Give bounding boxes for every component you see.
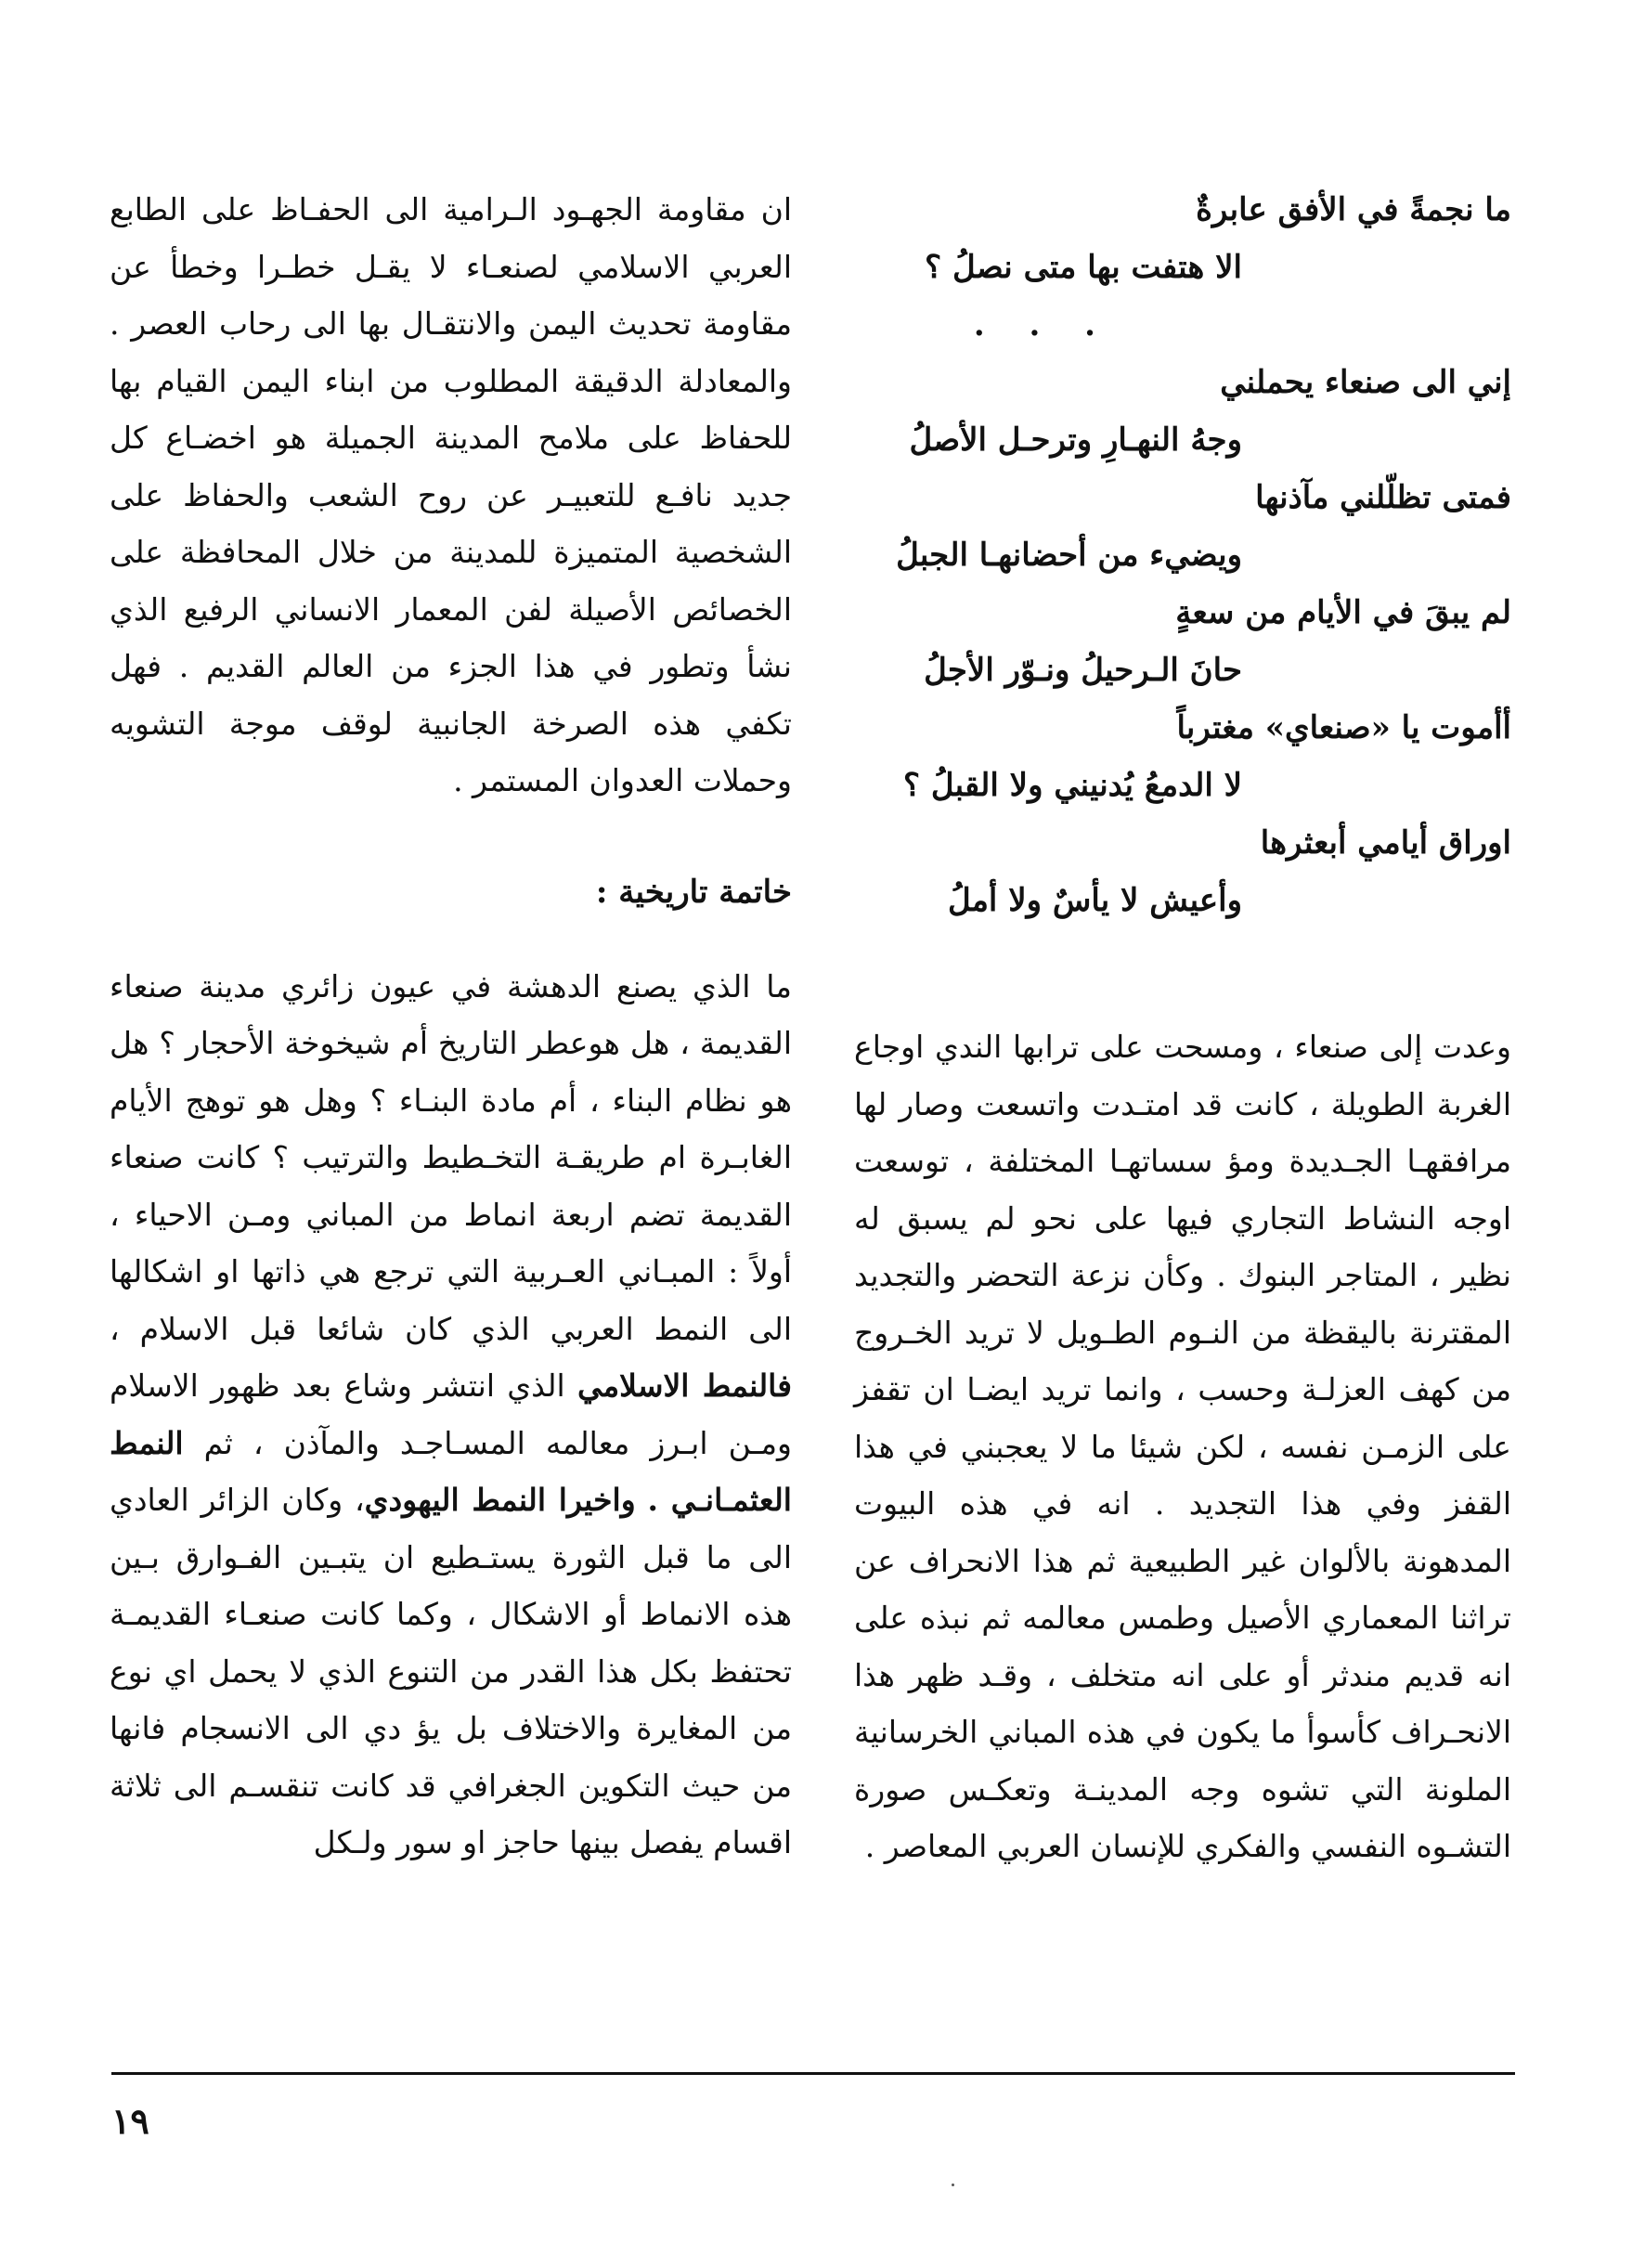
poem-verse: حانَ الـرحيلُ ونـوّر الأجلُ [924,652,1242,689]
poem [854,181,1511,929]
paragraph-text: ، وكان الزائر العادي الى ما قبل الثورة يستـطيع ان يتبـين الفـوارق بـين هذه الانماط أو الاشكال ، وكما كانت صنعـاء القديمـة تحتفظ بكل هذا القدر من التنوع الذي لا يحمل اي نوع من المغايرة والاختلاف بل يؤ دي الى الانسجام فانها من حيث التكوين الجغرافي قد كانت تنقسـم الى ثلاثة اقسام يفصل بينها حاجز او سور ولـكل [110,1482,792,1860]
left-bottom-paragraph [110,958,792,1872]
poem-verse: اوراق أيامي أبعثرها [1260,824,1511,862]
poem-verse: لا الدمعُ يُدنيني ولا القبلُ ؟ [902,767,1242,804]
poem-verse: وجهُ النهـارِ وترحـل الأصلُ [909,421,1242,459]
poem-verse: لم يبقَ في الأيام من سعةٍ [1175,594,1511,631]
poem-verse: أأموت يا «صنعاي» مغترباً [1176,709,1511,746]
poem-verse: ما نجمةً في الأفق عابرةٌ [1196,191,1511,228]
poem-verse: الا هتفت بها متى نصلُ ؟ [925,249,1242,286]
bold-phrase: فالنمط الاسلامي [576,1367,792,1404]
right-paragraph: وعدت إلى صنعاء ، ومسحت على ترابها الندي اوجاع الغربة الطويلة ، كانت قد امتـدت واتسعت وصار لها مرافقهـا الجـديدة ومؤ سساتهـا المختلفة ، توسعت اوجه النشاط التجاري فيها على نحو لم يسبق له نظير ، المتاجر البنوك . وكأن نزعة التحضر والتجديد المقترنة باليقظة من النـوم الطـويل لا تريد الخـروج من كهف العزلـة وحسب ، وانما تريد ايضـا ان تقفز على الزمـن نفسه ، لكن شيئا ما لا يعجبني في هذا القفز وفي هذا التجديد . انه في هذه البيوت المدهونة بالألوان غير الطبيعية ثم هذا الانحراف عن تراثنا المعماري الأصيل وطمس معالمه ثم نبذه على انه قديم مندثر أو على انه متخلف ، وقـد ظهر هذا الانحـراف كأسوأ ما يكون في هذه المباني الخرسانية الملونة التي تشوه وجه المدينـة وتعكـس صورة التشـوه النفسي والفكري للإنسان العربي المعاصر . [854,1029,1511,1864]
poem-verse: ويضيء من أحضانهـا الجبلُ [896,537,1242,574]
left-column [110,181,792,1872]
section-heading: خاتمة تاريخية : [595,873,792,911]
poem-verse: وأعيش لا يأسٌ ولا أملُ [947,882,1242,919]
poem-verse: فمتى تظلّلني مآذنها [1255,479,1511,516]
right-column [854,181,1511,1875]
bold-phrase: النمط العثمـانـي . [110,1424,792,1518]
left-top-paragraph: ان مقاومة الجهـود الـرامية الى الحفـاظ على الطابع العربي الاسلامي لصنعـاء لا يقـل خطـرا وخطأ عن مقاومة تحديث اليمن والانتقـال بها الى رحاب العصر . والمعادلة الدقيقة المطلوب من ابناء اليمن القيام بها للحفاظ على ملامح المدينة الجميلة هو اخضـاع كل جديد نافـع للتعبيـر عن روح الشعب والحفاظ على الشخصية المتميزة للمدينة من خلال المحافظة على الخصائص الأصيلة لفن المعمار الانساني الرفيع الذي نشأ وتطور في هذا الجزء من العالم القديم . فهل تكفي هذه الصرخة الجانبية لوقف موجة التشويه وحملات العدوان المستمر . [110,191,792,798]
footer-rule [111,2072,1515,2075]
paragraph-text: الذي انتشر وشاع بعد ظهور الاسلام ومـن ابـرز معالمه المسـاجـد والمآذن ، ثم [110,1367,792,1461]
poem-separator: . . . [973,306,1112,343]
page-number: ١٩ [111,2100,149,2142]
poem-verse: إني الى صنعاء يحملني [1220,364,1511,401]
paragraph-text: ما الذي يصنع الدهشة في عيون زائري مدينة صنعاء القديمة ، هل هوعطر التاريخ أم شيخوخة الأحجار ؟ هل هو نظام البناء ، أم مادة البنـاء ؟ وهل هو توهج الأيام الغابـرة ام طريقـة التخـطيط والترتيب ؟ كانت صنعاء القديمة تضم اربعة انماط من المباني ومـن الاحياء ، أولاً : المبـاني العـربية التي ترجع هي ذاتها او اشكالها الى النمط العربي الذي كان شائعا قبل الاسلام ، [110,967,792,1347]
bold-phrase: واخيرا النمط اليهودي [364,1482,636,1518]
scan-speck [952,2184,954,2186]
